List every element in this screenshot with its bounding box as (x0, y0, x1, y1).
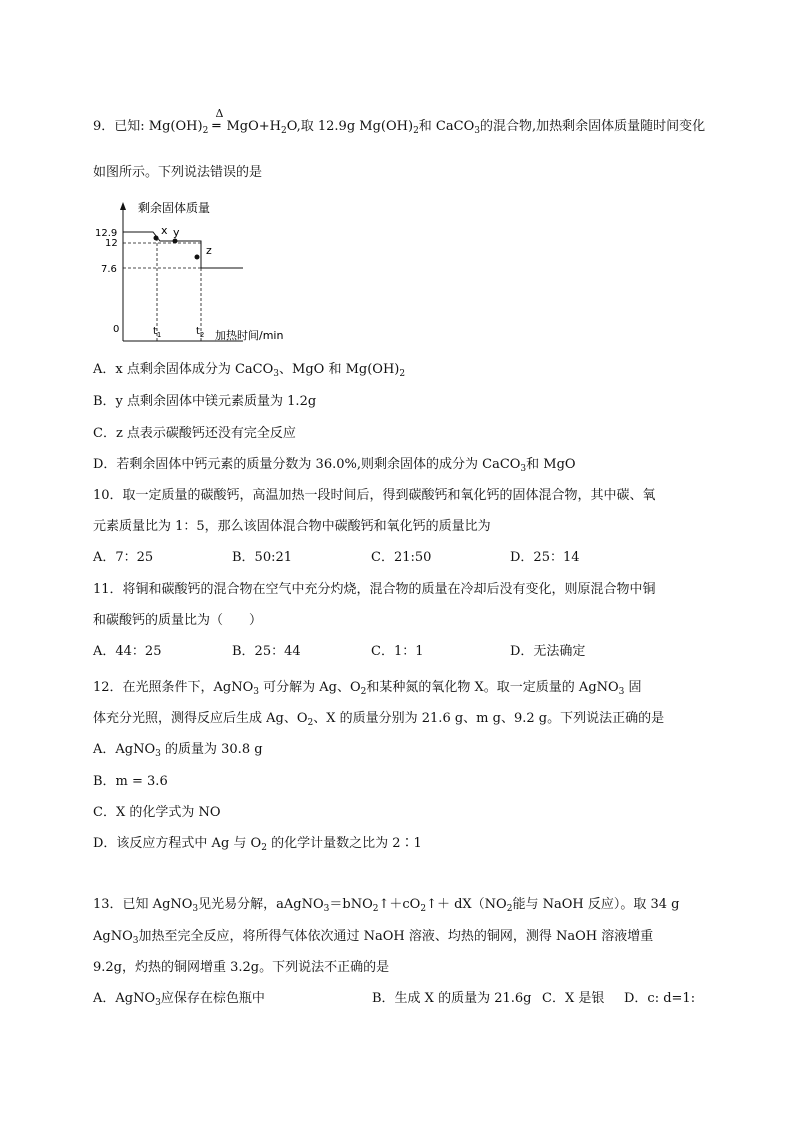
q10-option-a: A．7：25 (93, 550, 154, 565)
tick-7-6: 7.6 (101, 264, 117, 275)
tick-t2: $t_2$ (196, 326, 205, 339)
point-y (173, 239, 178, 244)
point-z (195, 255, 200, 260)
q10-option-d: D．25：14 (510, 550, 580, 565)
q9-option-a: A．x 点剩余固体成分为 CaCO$_3$、MgO 和 $Mg(OH)_2$ (93, 362, 406, 379)
q13-option-c: C．X 是银 (542, 991, 605, 1006)
label-y: y (173, 226, 180, 239)
heat-condition-symbol: Δ ═ (212, 107, 224, 134)
q13-stem-line1: 13．已知 AgNO$_3$见光易分解，$aAgNO_3=bNO_2↑+cO_2↑+ dX(NO_2$能与 NaOH 反应）。取 34 g (93, 897, 680, 914)
label-x: x (161, 224, 168, 237)
y-axis-arrow-icon (120, 202, 126, 210)
tick-t1: $t_1$ (153, 326, 162, 339)
q11-option-b: B．25：44 (232, 644, 301, 659)
point-x (154, 236, 159, 241)
q10-stem-line2: 元素质量比为 1：5，那么该固体混合物中碳酸钙和氧化钙的质量比为 (93, 519, 491, 534)
tick-12-9: 12.9 (95, 228, 118, 239)
q13-stem-line2: AgNO$_3$加热至完全反应，将所得气体依次通过 NaOH 溶液、均热的铜网，测得 NaOH 溶液增重 (93, 929, 654, 946)
origin-label: 0 (113, 324, 120, 335)
tick-12: 12 (105, 238, 118, 249)
q11-stem-line2: 和碳酸钙的质量比为（ ） (93, 613, 263, 628)
q12-option-c: C．X 的化学式为 NO (93, 805, 221, 820)
q10-option-c: C．21:50 (371, 550, 432, 565)
q12-stem-line1: 12．在光照条件下，AgNO$_3$ 可分解为 Ag、$O_2$和某种氮的氧化物 X。取一定质量的 AgNO$_3$ 固 (93, 680, 642, 697)
q10-option-b: B．50:21 (232, 550, 293, 565)
x-axis-label: 加热时间/min (215, 329, 284, 342)
q9-stem-line1: 9．已知: $Mg(OH)_2$ Δ ═ $MgO+H_2O$,取 12.9g $Mg(OH)_2$和 CaCO$_3$的混合物,加热剩余固体质量随时间变化 (93, 107, 706, 136)
y-axis-label: 剩余固体质量 (138, 201, 211, 215)
q12-option-d: D．该反应方程式中 Ag 与 $O_2$ 的化学计量数之比为 2∶1 (93, 836, 422, 853)
q12-option-a: A．AgNO$_3$ 的质量为 30.8 g (93, 742, 263, 759)
q11-option-c: C．1：1 (371, 644, 424, 659)
q13-stem-line3: 9.2g，灼热的铜网增重 3.2g。下列说法不正确的是 (93, 960, 390, 975)
q11-stem-line1: 11．将铜和碳酸钙的混合物在空气中充分灼烧，混合物的质量在冷却后没有变化，则原混合物中铜 (93, 582, 656, 597)
q13-option-d: D．c: d=1: (624, 991, 696, 1006)
q9-option-b: B．y 点剩余固体中镁元素质量为 1.2g (93, 394, 317, 409)
q10-stem-line1: 10．取一定质量的碳酸钙，高温加热一段时间后，得到碳酸钙和氧化钙的固体混合物，其中碳、氧 (93, 488, 656, 503)
q13-option-a: A．AgNO$_3$应保存在棕色瓶中 (93, 991, 265, 1008)
q11-option-a: A．44：25 (93, 644, 162, 659)
label-z: z (206, 244, 212, 257)
mass-time-graph (93, 196, 313, 346)
mass-curve (123, 232, 243, 268)
q12-option-b: B．m = 3.6 (93, 774, 168, 789)
q13-option-b: B．生成 X 的质量为 21.6g (372, 991, 532, 1006)
q11-option-d: D．无法确定 (510, 644, 586, 659)
q9-stem-line2: 如图所示。下列说法错误的是 (93, 165, 263, 180)
q9-option-d: D．若剩余固体中钙元素的质量分数为 36.0%,则剩余固体的成分为 CaCO$_3$和 MgO (93, 457, 576, 474)
q12-stem-line2: 体充分光照，测得反应后生成 Ag、$O_2$、X 的质量分别为 21.6 g、m g、9.2 g。下列说法正确的是 (93, 711, 665, 728)
q9-option-c: C．z 点表示碳酸钙还没有完全反应 (93, 426, 296, 441)
